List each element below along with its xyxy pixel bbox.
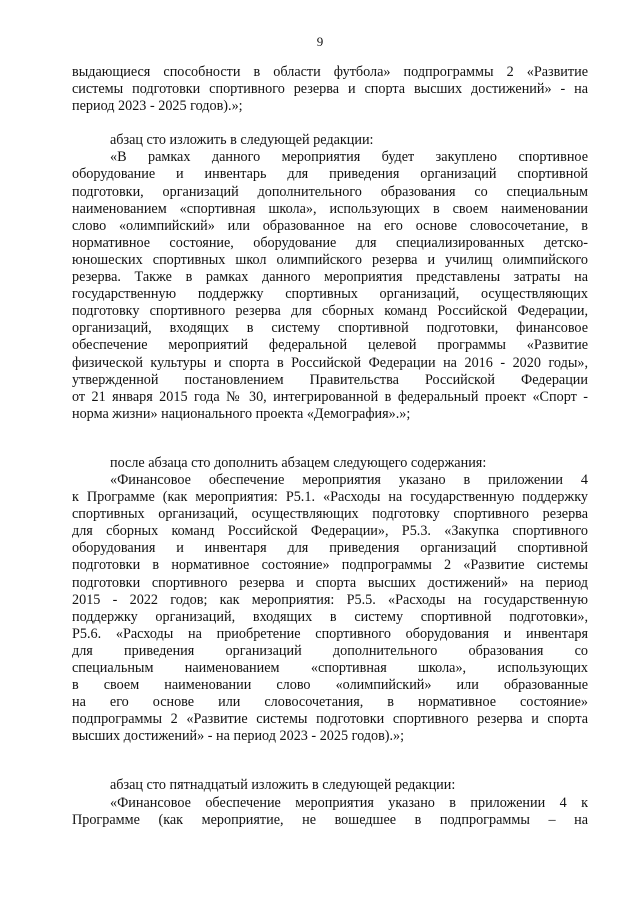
text-line: подготовки, организаций дополнительного образования со специальным: [72, 183, 588, 200]
text-line: утвержденной постановлением Правительства Российской Федерации: [72, 371, 588, 388]
text-line: юношеских спортивных школ олимпийского резерва и училищ олимпийского: [72, 251, 588, 268]
text-line: абзац сто изложить в следующей редакции:: [110, 132, 374, 149]
instruction-paragraph: [72, 777, 588, 794]
instruction-paragraph: [72, 132, 588, 149]
text-line: на его основе или словосочетания, в нормативное состояние»: [72, 694, 588, 711]
text-line: системы подготовки спортивного резерва и спорта высших достижений» - на: [72, 81, 588, 98]
text-line: подготовку спортивного резерва для сборных команд Российской Федерации,: [72, 303, 588, 320]
text-line: норма жизни» национального проекта «Демография».»;: [72, 405, 411, 422]
text-line: высших достижений» - на период 2023 - 2025 годов).»;: [72, 728, 405, 745]
text-line: период 2023 - 2025 годов).»;: [72, 98, 243, 115]
document-body: [72, 64, 588, 829]
text-line: оборудования и инвентаря для приведения организаций спортивной: [72, 540, 588, 557]
text-line: физической культуры и спорта в Российской Федерации на 2016 - 2020 годы»,: [72, 354, 588, 371]
text-line: «Финансовое обеспечение мероприятия указано в приложении 4 к: [110, 794, 588, 811]
page-number: 9: [316, 34, 324, 49]
quoted-paragraph: [72, 795, 588, 829]
text-line: абзац сто пятнадцатый изложить в следующей редакции:: [110, 777, 456, 794]
text-line: наименованием «спортивная школа», использующих в своем наименовании: [72, 200, 588, 217]
text-line: оборудование и инвентарь для приведения организаций спортивной: [72, 166, 588, 183]
text-line: слово «олимпийский» или образованное на его основе словосочетание, в: [72, 217, 588, 234]
quoted-paragraph: [72, 472, 588, 746]
text-line: от 21 января 2015 года № 30, интегрированной в федеральный проект «Спорт -: [72, 388, 588, 405]
text-line: выдающиеся способности в области футбола» подпрограммы 2 «Развитие: [72, 64, 588, 80]
text-line: обеспечение мероприятий федеральной целевой программы «Развитие: [72, 337, 588, 354]
text-line: спортивных организаций, осуществляющих подготовку спортивного резерва: [72, 506, 588, 523]
text-line: подготовки в нормативное состояние» подпрограммы 2 «Развитие системы: [72, 557, 588, 574]
text-line: 2015 - 2022 годов; как мероприятия: Р5.5. «Расходы на государственную: [72, 591, 588, 608]
text-line: организаций, входящих в систему спортивной подготовки, финансовое: [72, 320, 588, 337]
text-line: Р5.6. «Расходы на приобретение спортивного оборудования и инвентаря: [72, 625, 588, 642]
text-line: специальным наименованием «спортивная школа», использующих: [72, 660, 588, 676]
text-line: подготовки спортивного резерва и спорта высших достижений» на период: [72, 574, 588, 591]
text-line: резерва. Также в рамках данного мероприятия представлены затраты на: [72, 269, 588, 286]
paragraph-continuation: [72, 64, 588, 115]
text-line: для сборных команд Российской Федерации», Р5.3. «Закупка спортивного: [72, 523, 588, 540]
text-line: «В рамках данного мероприятия будет закуплено спортивное: [110, 149, 588, 166]
text-line: подпрограммы 2 «Развитие системы подготовки спортивного резерва и спорта: [72, 711, 588, 728]
text-line: для приведения организаций дополнительного образования со: [72, 642, 588, 659]
quoted-paragraph: [72, 149, 588, 423]
text-line: нормативное состояние, оборудование для специализированных детско-: [72, 234, 588, 251]
instruction-paragraph: [72, 455, 588, 472]
text-line: «Финансовое обеспечение мероприятия указано в приложении 4: [110, 471, 588, 488]
text-line: к Программе (как мероприятия: Р5.1. «Расходы на государственную поддержку: [72, 489, 588, 506]
text-line: поддержку организаций, входящих в систему спортивной подготовки»,: [72, 608, 588, 625]
text-line: в своем наименовании слово «олимпийский» или образованные: [72, 677, 588, 694]
text-line: государственную поддержку спортивных организаций, осуществляющих: [72, 286, 588, 303]
text-line: после абзаца сто дополнить абзацем следующего содержания:: [110, 454, 487, 471]
text-line: Программе (как мероприятие, не вошедшее в подпрограммы – на: [72, 811, 588, 828]
